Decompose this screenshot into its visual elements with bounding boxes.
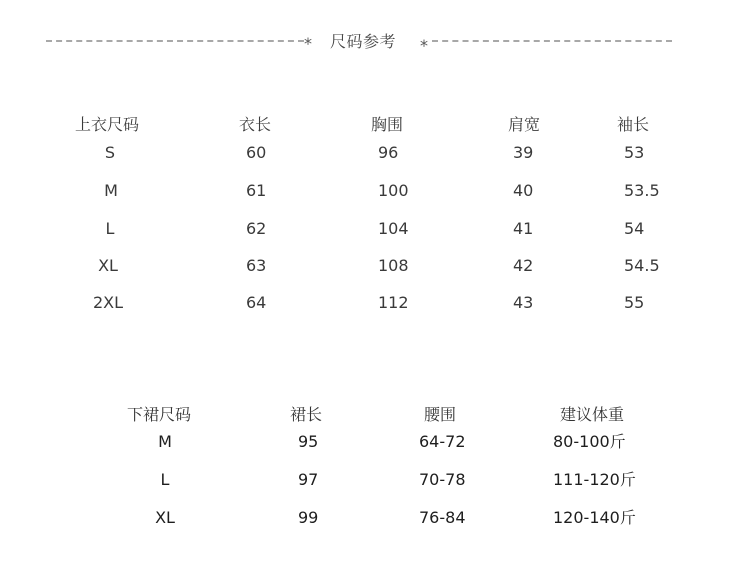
table-cell: 41 [513,219,534,238]
table-cell: 40 [513,181,534,200]
table-cell: 43 [513,293,534,312]
star-icon-right: * [420,36,428,55]
column-header: 上衣尺码 [75,115,140,134]
table-cell-size: L [160,470,170,489]
table-cell-size: XL [155,508,175,527]
table-cell: 55 [624,293,645,312]
column-header: 袖长 [617,115,650,134]
table-cell: 62 [246,219,267,238]
table-cell: 108 [378,256,409,275]
table-cell-size: M [158,432,172,451]
table-cell: 80-100斤 [553,432,626,451]
column-header: 衣长 [239,115,272,134]
table-cell: 42 [513,256,534,275]
table-cell: 53.5 [624,181,660,200]
table-cell: 96 [378,143,399,162]
table-cell: 64 [246,293,267,312]
table-cell: 39 [513,143,534,162]
table-cell-size: XL [98,256,118,275]
table-cell: 64-72 [419,432,466,451]
table-cell: 53 [624,143,645,162]
table-cell: 54 [624,219,645,238]
table-cell: 120-140斤 [553,508,636,527]
table-cell: 76-84 [419,508,466,527]
table-cell-size: S [104,143,116,162]
size-reference-header [0,0,750,60]
table-cell: 100 [378,181,409,200]
table-cell: 111-120斤 [553,470,636,489]
dashed-divider-left [46,40,304,42]
star-icon-left: * [304,34,312,53]
column-header: 肩宽 [508,115,541,134]
table-cell: 95 [298,432,319,451]
table-cell: 54.5 [624,256,660,275]
table-cell: 61 [246,181,267,200]
dashed-divider-right [432,40,672,42]
table-cell: 112 [378,293,409,312]
table-cell: 70-78 [419,470,466,489]
table-cell: 99 [298,508,319,527]
page-title: 尺码参考 [330,32,397,51]
column-header: 建议体重 [560,405,625,424]
column-header: 腰围 [424,405,457,424]
column-header: 裙长 [290,405,323,424]
table-cell: 63 [246,256,267,275]
table-cell-size: 2XL [93,293,124,312]
table-cell: 104 [378,219,409,238]
table-cell: 97 [298,470,319,489]
column-header: 胸围 [371,115,404,134]
table-cell-size: L [105,219,115,238]
column-header: 下裙尺码 [127,405,192,424]
table-cell: 60 [246,143,267,162]
table-cell-size: M [104,181,118,200]
